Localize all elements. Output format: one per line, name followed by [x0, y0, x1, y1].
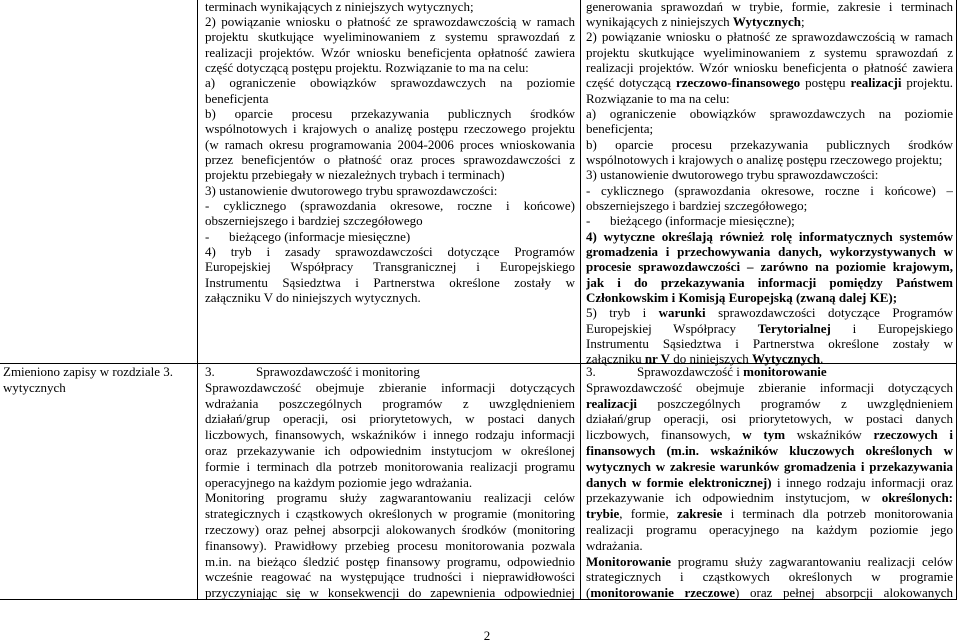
new-text-cell [586, 364, 953, 601]
text-line [205, 380, 575, 396]
list-dash: - [205, 228, 210, 244]
text-run: - cyklicznego (sprawozdania okresowe, roczne i końcowe) [205, 197, 575, 213]
section-number: 3. [205, 364, 215, 379]
text-line [586, 538, 953, 554]
text-line [586, 459, 953, 475]
text-line [586, 137, 953, 152]
text-line [586, 152, 953, 167]
text-run: i Europejskiego [830, 320, 953, 336]
text-run: Monitoring programu służy zagwarantowaniu realizacji celów [205, 490, 575, 506]
text-line [586, 91, 953, 106]
bold-text-run: określonych: [881, 490, 953, 506]
text-run: realizacji projektów. Wzór wniosku beneficjenta opłatność zawiera [205, 44, 575, 60]
bold-text-run: finansowych (m.in. wskaźników kluczowych określonych w [586, 442, 953, 458]
text-line [586, 506, 953, 522]
text-run: Instrumentu Sąsiedztwa i Partnerstwa określone zostały w [205, 274, 575, 290]
list-dash: - [586, 213, 591, 229]
text-run: działań/grup operacji, osi priorytetowych, w postaci danych [205, 411, 575, 427]
text-line [205, 522, 575, 538]
text-line [3, 380, 191, 396]
text-line [586, 490, 953, 506]
text-run: wcześnie reagować na występujące trudności i nieprawidłowości [205, 569, 575, 585]
text-line [205, 244, 575, 259]
text-line [205, 459, 575, 475]
text-run: Sprawozdawczość obejmuje zbieranie informacji dotyczących [205, 379, 575, 395]
bold-text-run: realizacji [586, 395, 638, 411]
text-line [586, 259, 953, 274]
text-line [205, 569, 575, 585]
text-run: załączniku [586, 351, 645, 367]
text-line [205, 91, 575, 106]
text-run: Sprawozdawczość obejmuje zbieranie informacji dotyczących [586, 379, 953, 395]
text-line [586, 305, 953, 320]
text-run: terminach wynikających z niniejszych wytycznych; [205, 0, 474, 14]
text-line [586, 364, 953, 380]
text-run: strategicznych i cząstkowych określonych w programie (monitoring [205, 506, 575, 522]
bold-text-run: 4) wytyczne określają również rolę informatycznych systemów [586, 228, 953, 244]
text-line [205, 364, 575, 380]
text-line [205, 427, 575, 443]
bold-text-run: w tym [742, 427, 786, 443]
table-border-vertical [956, 0, 957, 600]
text-line [586, 411, 953, 427]
text-run: do niniejszych [670, 351, 752, 367]
text-line [586, 475, 953, 491]
text-line [205, 538, 575, 554]
bold-text-run: wytycznych w zakresie warunków gromadzenia i przekazywania [586, 458, 953, 474]
text-run: bieżącego (informacje miesięczne); [610, 213, 795, 229]
text-run: beneficjenta; [586, 121, 654, 137]
bold-text-run: Terytorialnej [757, 320, 831, 336]
text-line [205, 490, 575, 506]
text-line [205, 152, 575, 167]
text-run: - cyklicznego (sprawozdania okresowe, roczne i końcowe) – [586, 182, 953, 198]
text-run: liczbowych, finansowych, wskaźników i innego rodzaju informacji [205, 427, 575, 443]
text-line [205, 411, 575, 427]
text-run: projektu. [901, 75, 953, 91]
text-run: wskaźników [785, 427, 874, 443]
old-text-cell [205, 0, 575, 305]
text-line [586, 106, 953, 121]
text-run: b) oparcie procesu przekazywania publicznych środków [205, 105, 575, 121]
text-line [205, 137, 575, 152]
text-run: wspólnotowych i krajowych o analizę postępu rzeczowego projektu; [586, 151, 943, 167]
text-run: beneficjenta [205, 90, 269, 106]
text-run: wytycznych [3, 379, 66, 395]
text-run: część dotyczącą postępu projektu. Rozwiązanie to ma na celu: [205, 59, 529, 75]
text-run: projektu skutkujące wyeliminowaniem z systemu sprawozdań z [205, 29, 575, 45]
text-run: przez beneficjentów o płatność oraz proces sprawozdawczości z [205, 151, 575, 167]
text-run: poszczególnych programów z uwzględnieniem [637, 395, 953, 411]
text-line [3, 364, 191, 380]
text-run: przyczyniając się w konsekwencji do zapewnienia odpowiedniej [205, 585, 575, 601]
text-line [586, 0, 953, 14]
bold-text-run: realizacji [850, 75, 902, 91]
bold-text-run: trybie [586, 506, 620, 522]
text-line [205, 198, 575, 213]
text-run: załączniku V do niniejszych wytycznych. [205, 290, 421, 306]
bold-text-run: jak i do przekazywania informacji pomiędzy Państwem [586, 274, 953, 290]
text-run: oraz przekazywanie ich odpowiednim instytucjom w określonej [205, 442, 575, 458]
text-line [205, 443, 575, 459]
text-line [205, 60, 575, 75]
text-run: Europejskiej Współpracy [586, 320, 758, 336]
text-run: obszerniejszego i bardziej szczegółowego [205, 213, 423, 229]
text-line [205, 396, 575, 412]
text-line [205, 14, 575, 29]
text-run: operacyjnego na każdym poziomie jego wdrażania. [205, 474, 473, 490]
text-run: rzeczowy) oraz pełnej absorpcji alokowanych środków (monitoring [205, 521, 575, 537]
text-run: realizacji programu operacyjnego na każdym poziomie jego [586, 521, 953, 537]
bold-text-run: monitorowanie rzeczowe [590, 585, 736, 601]
text-run: Sprawozdawczość i [637, 364, 744, 379]
text-line [586, 443, 953, 459]
text-run: projektu przebiegały w niezależnych trybach i terminach) [205, 167, 505, 183]
bold-text-run: warunki [658, 305, 706, 321]
bold-text-run: zakresie [677, 506, 723, 522]
bold-text-run: gromadzenia i przechowywania danych, wykorzystywanych w [586, 244, 953, 259]
text-line [586, 198, 953, 213]
text-run: ; [801, 13, 805, 29]
old-text-cell [205, 364, 575, 601]
text-run: , formie, [619, 506, 678, 522]
text-line [205, 121, 575, 136]
text-line [586, 121, 953, 136]
bold-text-run: rzeczowo-finansowego [675, 75, 801, 91]
text-run: bieżącego (informacje miesięczne) [229, 228, 411, 244]
text-line [586, 229, 953, 244]
bold-text-run: Wytycznych [732, 13, 802, 29]
text-run: postępu [800, 75, 851, 91]
text-run: Sprawozdawczość i monitoring [256, 364, 420, 379]
text-run: formie i terminach dla potrzeb monitorowania realizacji programu [205, 458, 575, 474]
text-line [205, 75, 575, 90]
text-line [205, 290, 575, 305]
text-run: i terminach dla potrzeb monitorowania [722, 506, 953, 522]
text-run: obszerniejszego i bardziej szczegółowego; [586, 197, 808, 213]
bold-text-run: Członkowskim i Komisją Europejską (zwaną dalej KE); [586, 290, 898, 306]
text-run: m.in. na bieżąco śledzić postęp finansowy programu, odpowiednio [205, 553, 575, 569]
text-run: generowania sprawozdań w trybie, formie, zakresie i terminach [586, 0, 953, 14]
text-line [205, 213, 575, 228]
text-run: (w ramach okresu programowania 2004-2006 proces wnioskowania [205, 136, 575, 152]
text-run: Rozwiązanie to ma na celu: [586, 90, 730, 106]
text-run: strategicznych i cząstkowych określonych w programie [586, 569, 953, 585]
text-line [586, 522, 953, 538]
text-run: Zmieniono zapisy w rozdziale 3. [3, 364, 174, 379]
text-line [586, 380, 953, 396]
text-line [205, 259, 575, 274]
text-line [586, 167, 953, 182]
text-run: programu służy zagwarantowaniu realizacji celów [670, 553, 953, 569]
text-run: wdrażania poszczególnych programów z uwzględnieniem [205, 395, 575, 411]
bold-text-run: Wytycznych [751, 351, 821, 367]
text-line [586, 75, 953, 90]
table-border-vertical [197, 0, 198, 600]
text-line [586, 29, 953, 44]
text-run: 4) tryb i zasady sprawozdawczości dotyczące Programów [205, 244, 575, 259]
text-run: Europejskiej Współpracy Transgranicznej i Europejskiego [205, 259, 575, 275]
text-run: Instrumentu Sąsiedztwa i Partnerstwa określone zostały w [586, 336, 953, 352]
text-line [586, 244, 953, 259]
text-line [586, 427, 953, 443]
text-line [586, 336, 953, 351]
text-run: . [820, 351, 824, 367]
text-line [205, 229, 575, 244]
text-line [205, 106, 575, 121]
text-line [205, 167, 575, 182]
text-run: przekazywanie ich odpowiednim instytucjom, w [586, 490, 882, 506]
text-line [586, 290, 953, 305]
text-line [205, 45, 575, 60]
text-run: sprawozdawczości dotyczące Programów [705, 305, 953, 321]
change-note-cell [3, 364, 191, 396]
text-line [205, 554, 575, 570]
text-line [205, 506, 575, 522]
text-line [205, 585, 575, 601]
new-text-cell [586, 0, 953, 367]
text-run: projektu skutkujące wyeliminowaniem z systemu sprawozdań z [586, 44, 953, 60]
text-run: 5) tryb i [586, 305, 659, 321]
text-run: 2) powiązanie wniosku o płatność ze sprawozdawczością w ramach [586, 29, 953, 45]
text-run: 3) ustanowienie dwutorowego trybu sprawozdawczości: [586, 167, 879, 183]
section-number: 3. [586, 364, 596, 379]
text-line [205, 0, 575, 14]
bold-text-run: monitorowanie [743, 364, 827, 379]
text-line [586, 321, 953, 336]
text-run: wdrażania. [586, 537, 643, 553]
text-line [205, 29, 575, 44]
bold-text-run: procesie sprawozdawczości – zarówno na poziomie krajowym, [586, 259, 953, 275]
text-run: 2) powiązanie wniosku o płatność ze sprawozdawczością w ramach [205, 13, 575, 29]
text-line [586, 569, 953, 585]
text-line [586, 183, 953, 198]
text-run: ( [586, 585, 591, 601]
text-run: finansowy). Prawidłowy przebieg procesu monitorowania pozwala [205, 537, 575, 553]
text-run: realizacji projektów. Wzór wniosku beneficjenta o płatność zawiera [586, 59, 953, 75]
bold-text-run: rzeczowych i [873, 427, 953, 443]
bold-text-run: nr V [644, 351, 670, 367]
text-run: działań/grup operacji, osi priorytetowych, w postaci danych [586, 411, 953, 427]
page-number: 2 [483, 628, 491, 643]
text-run: wspólnotowych i krajowych o analizę postępu rzeczowego projektu [205, 121, 575, 137]
text-line [205, 275, 575, 290]
text-line [586, 275, 953, 290]
bold-text-run: Monitorowanie [586, 553, 671, 569]
table-border-vertical [580, 0, 581, 600]
text-run: b) oparcie procesu przekazywania publicznych środków [586, 136, 953, 152]
text-run: a) ograniczenie obowiązków sprawozdawczych na poziomie [586, 105, 953, 121]
text-line [586, 213, 953, 228]
text-line [205, 475, 575, 491]
bold-text-run: danych w formie elektronicznej) [586, 474, 772, 490]
text-line [586, 45, 953, 60]
text-line [586, 60, 953, 75]
text-run: i innego rodzaju informacji oraz [771, 474, 953, 490]
text-run: wynikających z niniejszych [586, 13, 733, 29]
text-run: 3) ustanowienie dwutorowego trybu sprawozdawczości: [205, 182, 498, 198]
text-line [586, 554, 953, 570]
text-line [205, 183, 575, 198]
text-run: część dotyczącą [586, 75, 676, 91]
text-line [586, 585, 953, 601]
text-line [586, 396, 953, 412]
text-run: liczbowych, finansowych, [586, 427, 743, 443]
text-run: a) ograniczenie obowiązków sprawozdawczych na poziomie [205, 75, 575, 91]
text-line [586, 14, 953, 29]
text-run: ) oraz pełnej absorpcji alokowanych [735, 585, 953, 601]
